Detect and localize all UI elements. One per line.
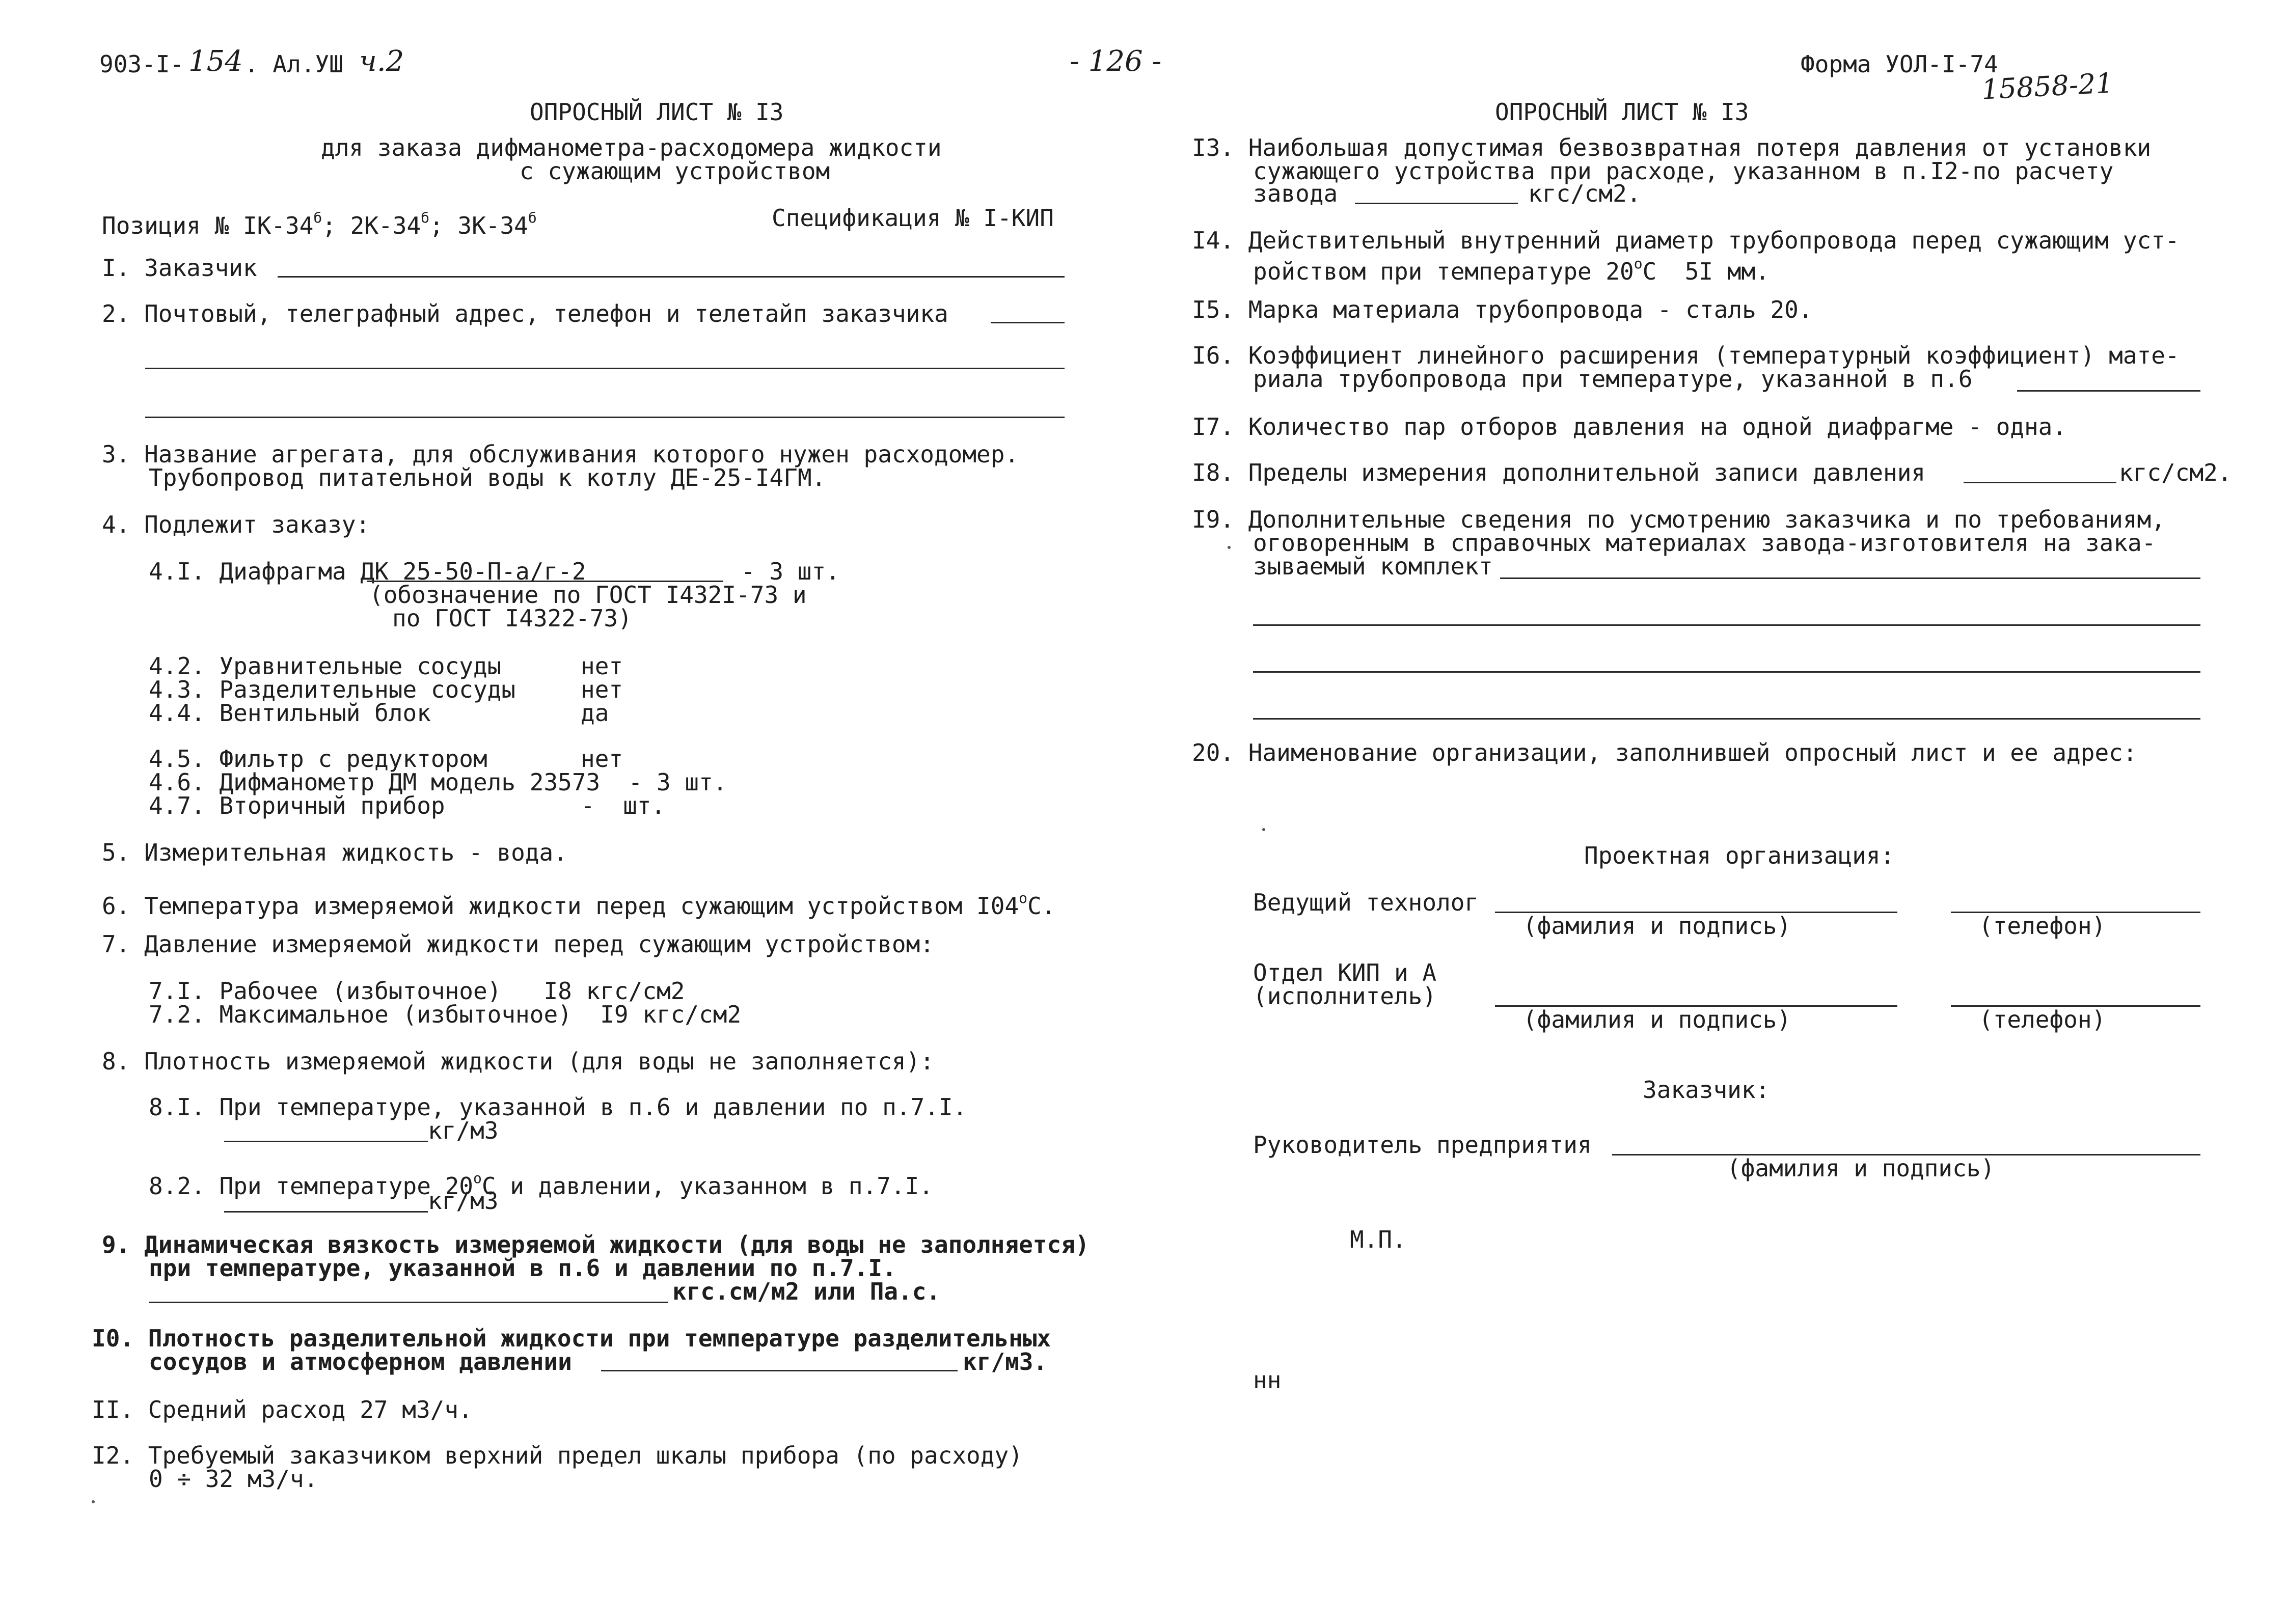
head-label: Руководитель предприятия	[1253, 1131, 1592, 1159]
item-7-1: 7.I. Рабочее (избыточное) I8 кгс/см2	[149, 977, 685, 1005]
item-4-1: 4.I. Диафрагма ДК 25-50-П-а/г-2	[149, 558, 586, 585]
left-title: ОПРОСНЫЙ ЛИСТ № I3	[530, 98, 784, 126]
item-14b	[1253, 252, 1770, 284]
executor-name-caption: (фамилия и подпись)	[1523, 1006, 1791, 1033]
specification: Спецификация № I-КИП	[772, 204, 1054, 232]
item-5: 5. Измерительная жидкость - вода.	[102, 839, 567, 866]
left-subtitle-1: для заказа дифманометра-расходомера жидкости	[321, 134, 942, 161]
stamp-number-handwritten: 15858-21	[1980, 67, 2114, 106]
item-6	[102, 886, 1055, 918]
album-code	[99, 52, 184, 76]
item-4-4-value: да	[581, 699, 609, 727]
lead-technologist-label: Ведущий технолог	[1253, 889, 1479, 916]
item-13a: I3. Наибольшая допустимая безвозвратная потеря давления от установки	[1192, 134, 2152, 161]
item-6-unit: С.	[1027, 892, 1056, 920]
position-text-3: ; 3К-34	[429, 212, 528, 239]
position-sup-1: б	[313, 209, 322, 226]
item-19-line-1	[1500, 577, 2200, 579]
scan-speck	[1228, 546, 1231, 549]
item-4-1-qty: - 3 шт.	[741, 558, 840, 585]
item-13b: сужающего устройства при расходе, указанном в п.I2-по расчету	[1253, 157, 2114, 185]
item-16-line	[2017, 390, 2200, 392]
item-4-3-value: нет	[581, 676, 623, 703]
item-8-2-line	[224, 1211, 428, 1213]
position-text: Позиция № IК-34	[102, 212, 314, 239]
position-line	[102, 206, 537, 238]
item-8-2-degree: о	[473, 1170, 482, 1187]
item-4-2-value: нет	[581, 652, 623, 680]
position-sup-2: б	[421, 209, 430, 226]
item-4-5: 4.5. Фильтр с редуктором	[149, 745, 487, 773]
seal-label: М.П.	[1350, 1226, 1406, 1253]
album-code-handwritten: 154	[188, 45, 243, 78]
item-10-line	[601, 1370, 958, 1371]
album-label: . Ал.УШ	[244, 50, 343, 78]
item-14a: I4. Действительный внутренний диаметр трубопровода перед сужающим уст-	[1192, 227, 2180, 254]
scan-speck	[1262, 828, 1265, 831]
item-13-unit: кгс/см2.	[1528, 180, 1641, 207]
address-line-2	[145, 368, 1065, 369]
item-10a: I0. Плотность разделительной жидкости при температуре разделительных	[92, 1325, 1051, 1352]
initials-mark: нн	[1253, 1366, 1282, 1394]
item-4-3: 4.3. Разделительные сосуды	[149, 676, 516, 703]
lead-technologist-name-caption: (фамилия и подпись)	[1523, 912, 1791, 940]
item-14b-text: ройством при температуре 20	[1253, 258, 1634, 285]
item-11: II. Средний расход 27 м3/ч.	[92, 1396, 473, 1423]
customer-heading: Заказчик:	[1643, 1076, 1770, 1104]
position-text-2: ; 2К-34	[322, 212, 421, 239]
item-19-line-4	[1253, 718, 2200, 720]
item-17: I7. Количество пар отборов давления на одной диафрагме - одна.	[1192, 413, 2067, 441]
item-4-4: 4.4. Вентильный блок	[149, 699, 431, 727]
item-7-2: 7.2. Максимальное (избыточное) I9 кгс/см2	[149, 1001, 742, 1028]
item-6-degree: о	[1019, 890, 1027, 906]
item-10b: сосудов и атмосферном давлении	[149, 1348, 572, 1375]
item-10-unit: кг/м3.	[963, 1348, 1048, 1375]
page-number: - 126 -	[1070, 45, 1162, 78]
item-4-7-value: - шт.	[581, 792, 666, 819]
item-8-1: 8.I. При температуре, указанной в п.6 и давлении по п.7.I.	[149, 1093, 967, 1121]
item-4-1-gost-1: (обозначение по ГОСТ I432I-73 и	[369, 581, 807, 609]
item-18-line	[1964, 482, 2116, 483]
item-13c: завода	[1253, 180, 1338, 207]
item-12a: I2. Требуемый заказчиком верхний предел шкалы прибора (по расходу)	[92, 1442, 1023, 1469]
item-7: 7. Давление измеряемой жидкости перед сужающим устройством:	[102, 930, 934, 958]
kip-dept-label: Отдел КИП и А	[1253, 959, 1437, 986]
item-9-unit: кгс.см/м2 или Па.с.	[672, 1278, 941, 1305]
item-20: 20. Наименование организации, заполнившей опросный лист и ее адрес:	[1192, 739, 2137, 766]
position-sup-3: б	[528, 209, 537, 226]
item-8-1-line	[224, 1141, 428, 1142]
item-1: I. Заказчик	[102, 254, 257, 282]
item-4-7: 4.7. Вторичный прибор	[149, 792, 445, 819]
executor-phone-caption: (телефон)	[1979, 1006, 2106, 1033]
head-name-caption: (фамилия и подпись)	[1727, 1154, 1995, 1182]
item-3a: 3. Название агрегата, для обслуживания которого нужен расходомер.	[102, 441, 1019, 468]
item-19-line-2	[1253, 624, 2200, 626]
item-8-2-text-end: С и давлении, указанном в п.7.I.	[481, 1172, 934, 1200]
item-19c: зываемый комплект	[1253, 553, 1493, 580]
item-4-2: 4.2. Уравнительные сосуды	[149, 652, 502, 680]
address-line-1	[991, 322, 1065, 323]
item-4: 4. Подлежит заказу:	[102, 511, 370, 538]
item-19a: I9. Дополнительные сведения по усмотрению заказчика и по требованиям,	[1192, 506, 2165, 533]
customer-line	[278, 276, 1065, 278]
scan-speck	[92, 1500, 95, 1503]
item-14-value: С 5I мм.	[1642, 258, 1770, 285]
album-code-text: 903-I-	[99, 50, 184, 78]
form-code: Форма УОЛ-I-74	[1801, 50, 1998, 78]
lead-technologist-phone-caption: (телефон)	[1979, 912, 2106, 940]
item-6-text: 6. Температура измеряемой жидкости перед сужающим устройством I04	[102, 892, 1019, 920]
executor-label: (исполнитель)	[1253, 982, 1437, 1010]
left-subtitle-2: с сужающим устройством	[520, 157, 830, 185]
item-15: I5. Марка материала трубопровода - сталь 20.	[1192, 296, 1813, 323]
item-16b: риала трубопровода при температуре, указанной в п.6	[1253, 365, 1973, 393]
item-3b: Трубопровод питательной воды к котлу ДЕ-25-I4ГМ.	[149, 464, 826, 491]
item-12b: 0 ÷ 32 м3/ч.	[149, 1465, 318, 1493]
item-19b: оговоренным в справочных материалах завода-изготовителя на зака-	[1253, 529, 2156, 557]
item-13-line	[1355, 203, 1518, 204]
item-8-2-unit: кг/м3	[428, 1187, 499, 1215]
item-18-unit: кгс/см2.	[2119, 459, 2232, 486]
item-9a: 9. Динамическая вязкость измеряемой жидкости (для воды не заполняется)	[102, 1231, 1090, 1258]
item-8-2-text: 8.2. При температуре 20	[149, 1172, 473, 1200]
item-4-5-value: нет	[581, 745, 623, 773]
item-4-6: 4.6. Дифманометр ДМ модель 23573 - 3 шт.	[149, 768, 727, 796]
item-8-1-unit: кг/м3	[428, 1117, 499, 1144]
item-14-degree: о	[1634, 255, 1643, 272]
album-part-handwritten: ч.2	[359, 45, 404, 78]
item-19-line-3	[1253, 671, 2200, 673]
item-4-1-gost-2: по ГОСТ I4322-73)	[392, 604, 632, 632]
item-18: I8. Пределы измерения дополнительной записи давления	[1192, 459, 1926, 486]
address-line-3	[145, 417, 1065, 418]
item-8: 8. Плотность измеряемой жидкости (для воды не заполняется):	[102, 1048, 934, 1075]
right-title: ОПРОСНЫЙ ЛИСТ № I3	[1495, 98, 1749, 126]
design-org-heading: Проектная организация:	[1584, 842, 1895, 869]
item-16a: I6. Коэффициент линейного расширения (температурный коэффициент) мате-	[1192, 342, 2180, 369]
item-8-2	[149, 1166, 933, 1198]
item-9b: при температуре, указанной в п.6 и давлении по п.7.I.	[149, 1254, 896, 1282]
item-2: 2. Почтовый, телеграфный адрес, телефон и телетайп заказчика	[102, 300, 948, 327]
item-9-line	[149, 1302, 668, 1303]
